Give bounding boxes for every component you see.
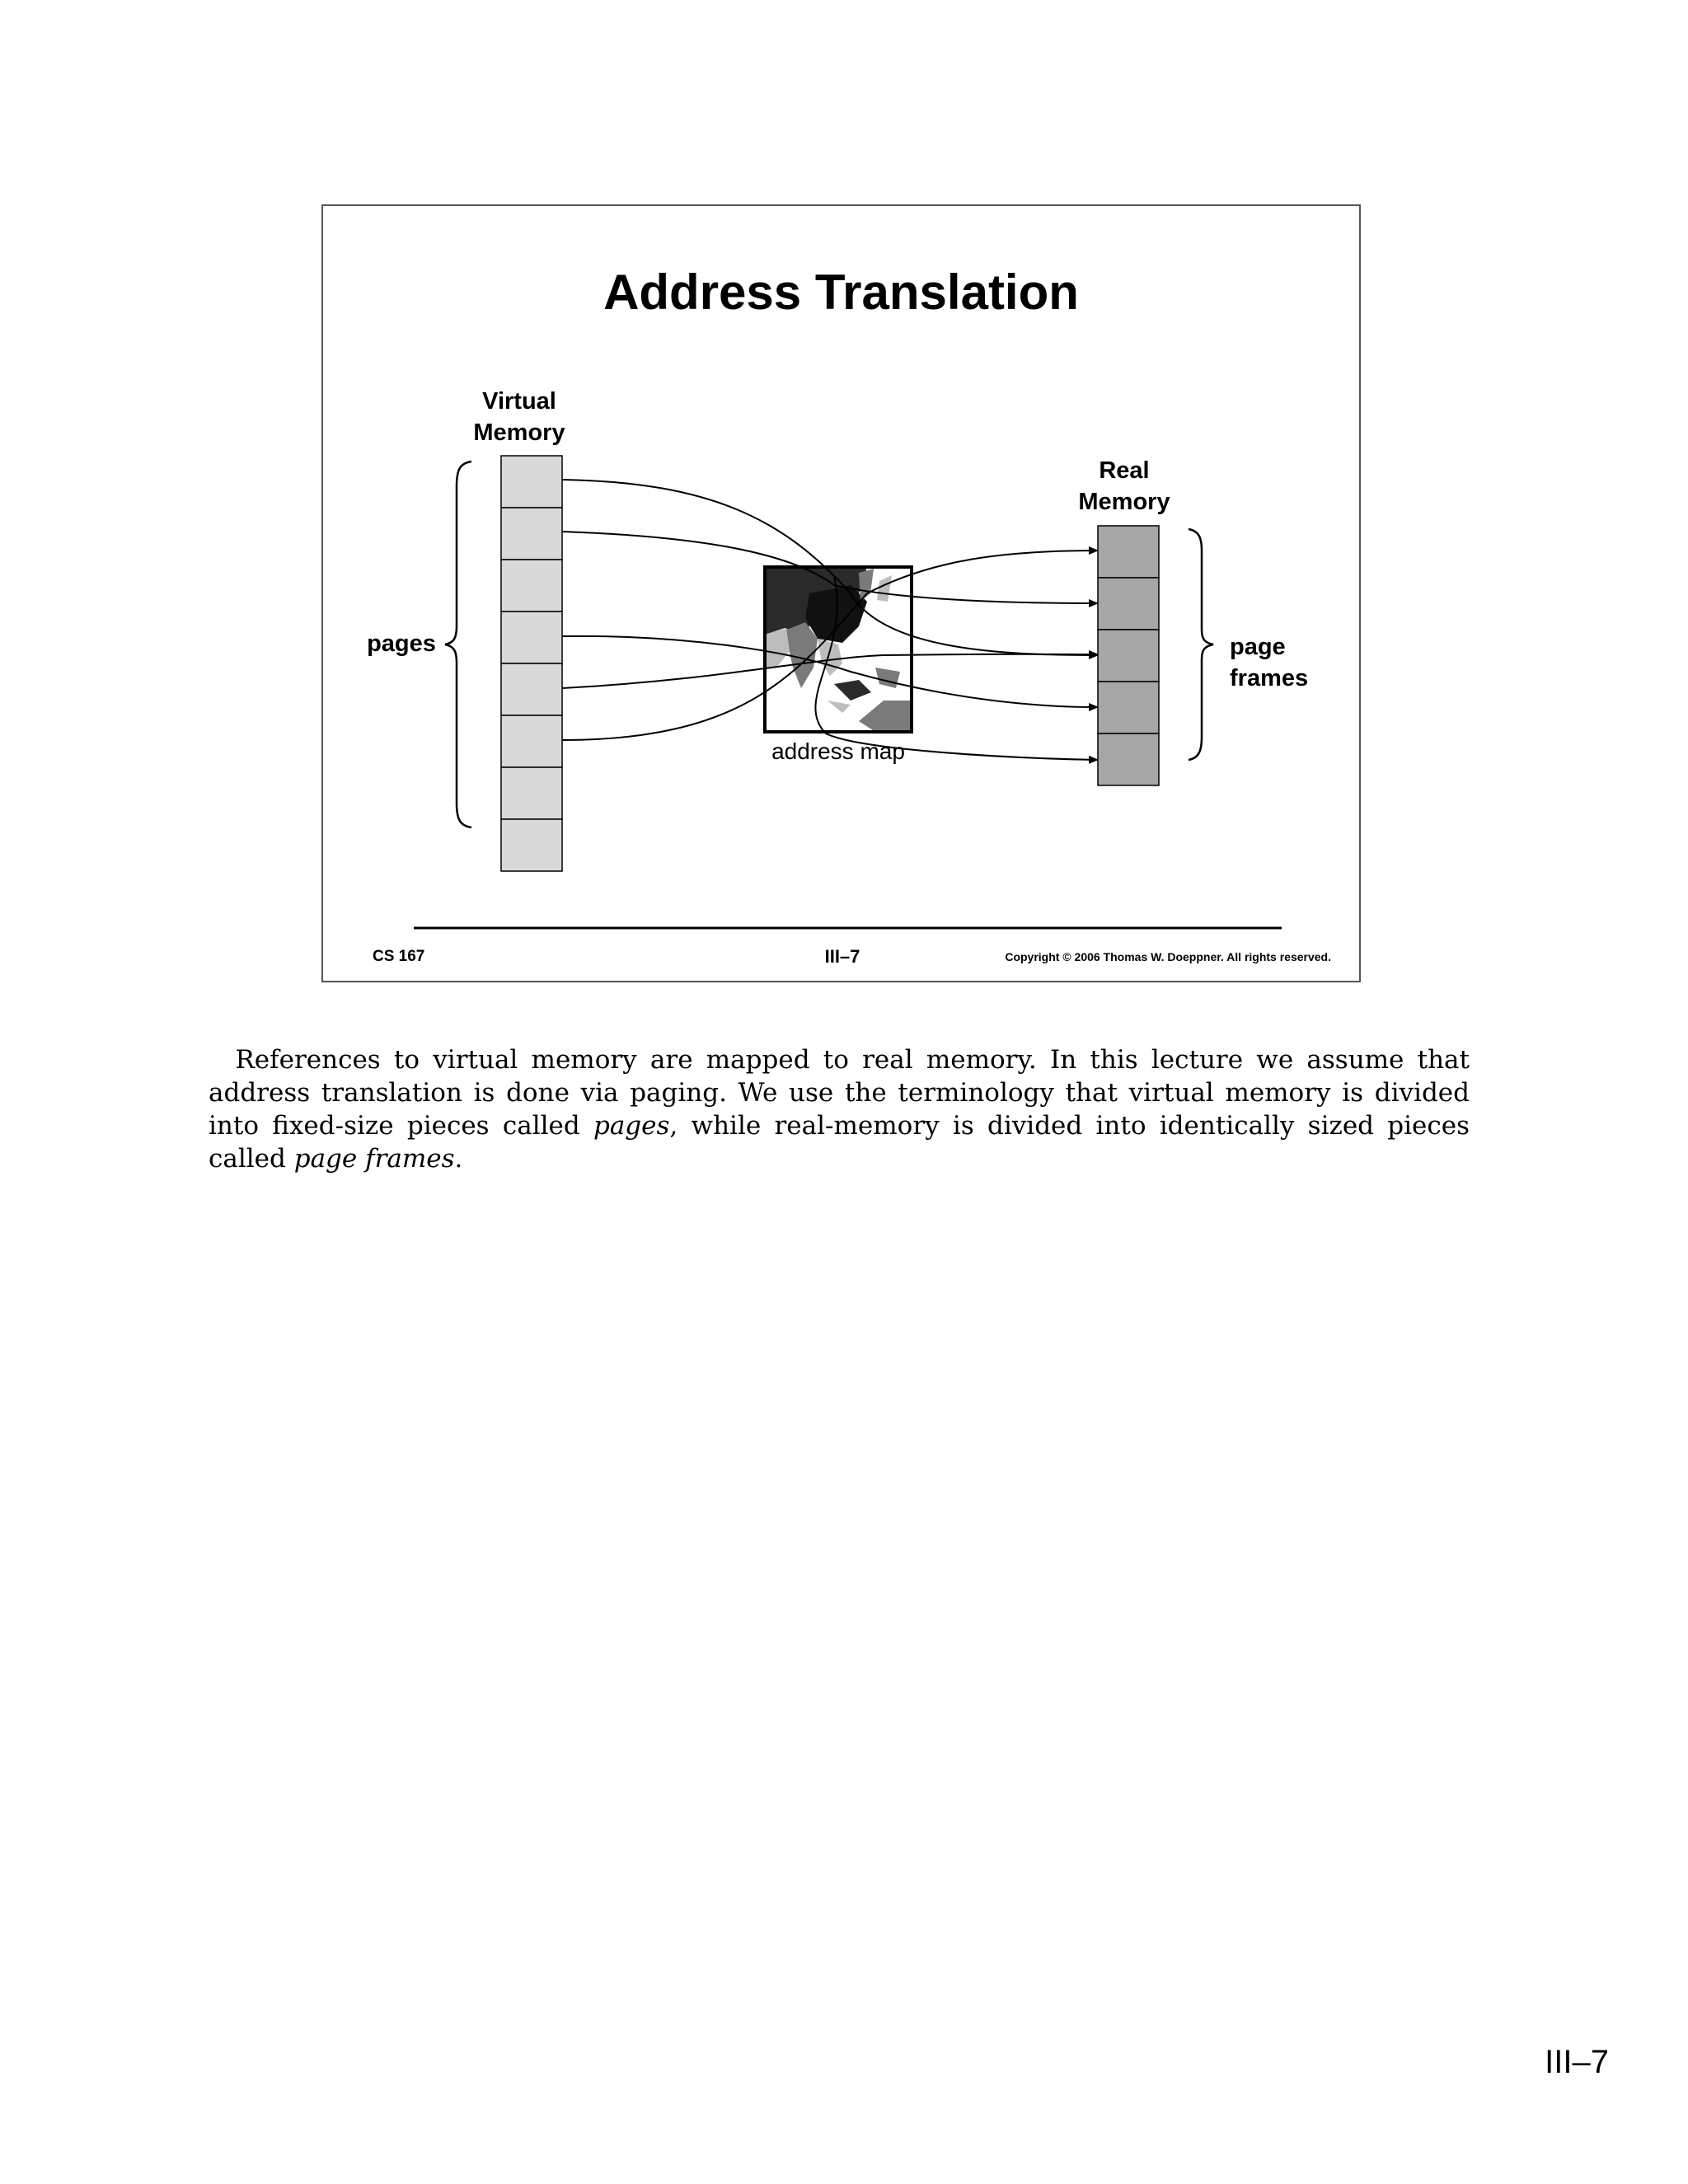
- virtual-page-8: [501, 819, 562, 871]
- virtual-page-1: [501, 456, 562, 508]
- real-memory-stack: [1098, 526, 1159, 785]
- virtual-page-6: [501, 715, 562, 767]
- virtual-page-5: [501, 663, 562, 715]
- address-translation-diagram: [323, 206, 1359, 981]
- footer-course: CS 167: [373, 948, 425, 965]
- footer-slide-number: III–7: [824, 946, 860, 967]
- virtual-page-7: [501, 767, 562, 819]
- page-frames-label: [1230, 631, 1329, 694]
- virtual-memory-stack: [501, 456, 562, 871]
- slide: [321, 204, 1361, 982]
- real-memory-label-line1: Real: [1099, 457, 1150, 484]
- page-frame-2: [1098, 578, 1159, 630]
- caption-text-1: References to virtual memory are mapped to real memory. In this lecture we assume that address translation is done via paging. We use the terminology that virtual memory is divided into fixed-size pieces called: [209, 1045, 1470, 1141]
- footer-copyright: Copyright © 2006 Thomas W. Doeppner. All rights reserved.: [1005, 950, 1331, 963]
- caption-text-2: , while real-memory is divided into identically sized pieces called: [209, 1111, 1470, 1174]
- caption-page-frames-term: page frames: [293, 1144, 455, 1174]
- virtual-memory-label-line2: Memory: [473, 419, 565, 446]
- virtual-page-4: [501, 612, 562, 663]
- real-memory-label-line2: Memory: [1078, 489, 1170, 515]
- caption-paragraph: [209, 1043, 1470, 1175]
- page-frames-label-line2: frames: [1230, 665, 1309, 691]
- virtual-memory-label-line1: Virtual: [482, 388, 556, 415]
- address-map-image: [765, 567, 912, 732]
- page-number: III–7: [1545, 2044, 1609, 2080]
- page-frame-4: [1098, 682, 1159, 733]
- slide-title: Address Translation: [603, 265, 1079, 320]
- page-frame-3: [1098, 630, 1159, 682]
- pages-brace: [445, 462, 471, 827]
- virtual-memory-label: [462, 386, 577, 448]
- page-frame-1: [1098, 526, 1159, 578]
- virtual-page-2: [501, 508, 562, 560]
- caption-pages-term: pages: [593, 1111, 670, 1141]
- pages-label: pages: [367, 630, 436, 657]
- page-frames-brace: [1189, 529, 1213, 760]
- page-frames-label-line1: page: [1230, 634, 1286, 660]
- address-map-label: address map: [771, 738, 905, 764]
- page-frame-5: [1098, 733, 1159, 785]
- caption-text-3: .: [454, 1144, 463, 1174]
- virtual-page-3: [501, 560, 562, 612]
- real-memory-label: [1067, 455, 1182, 518]
